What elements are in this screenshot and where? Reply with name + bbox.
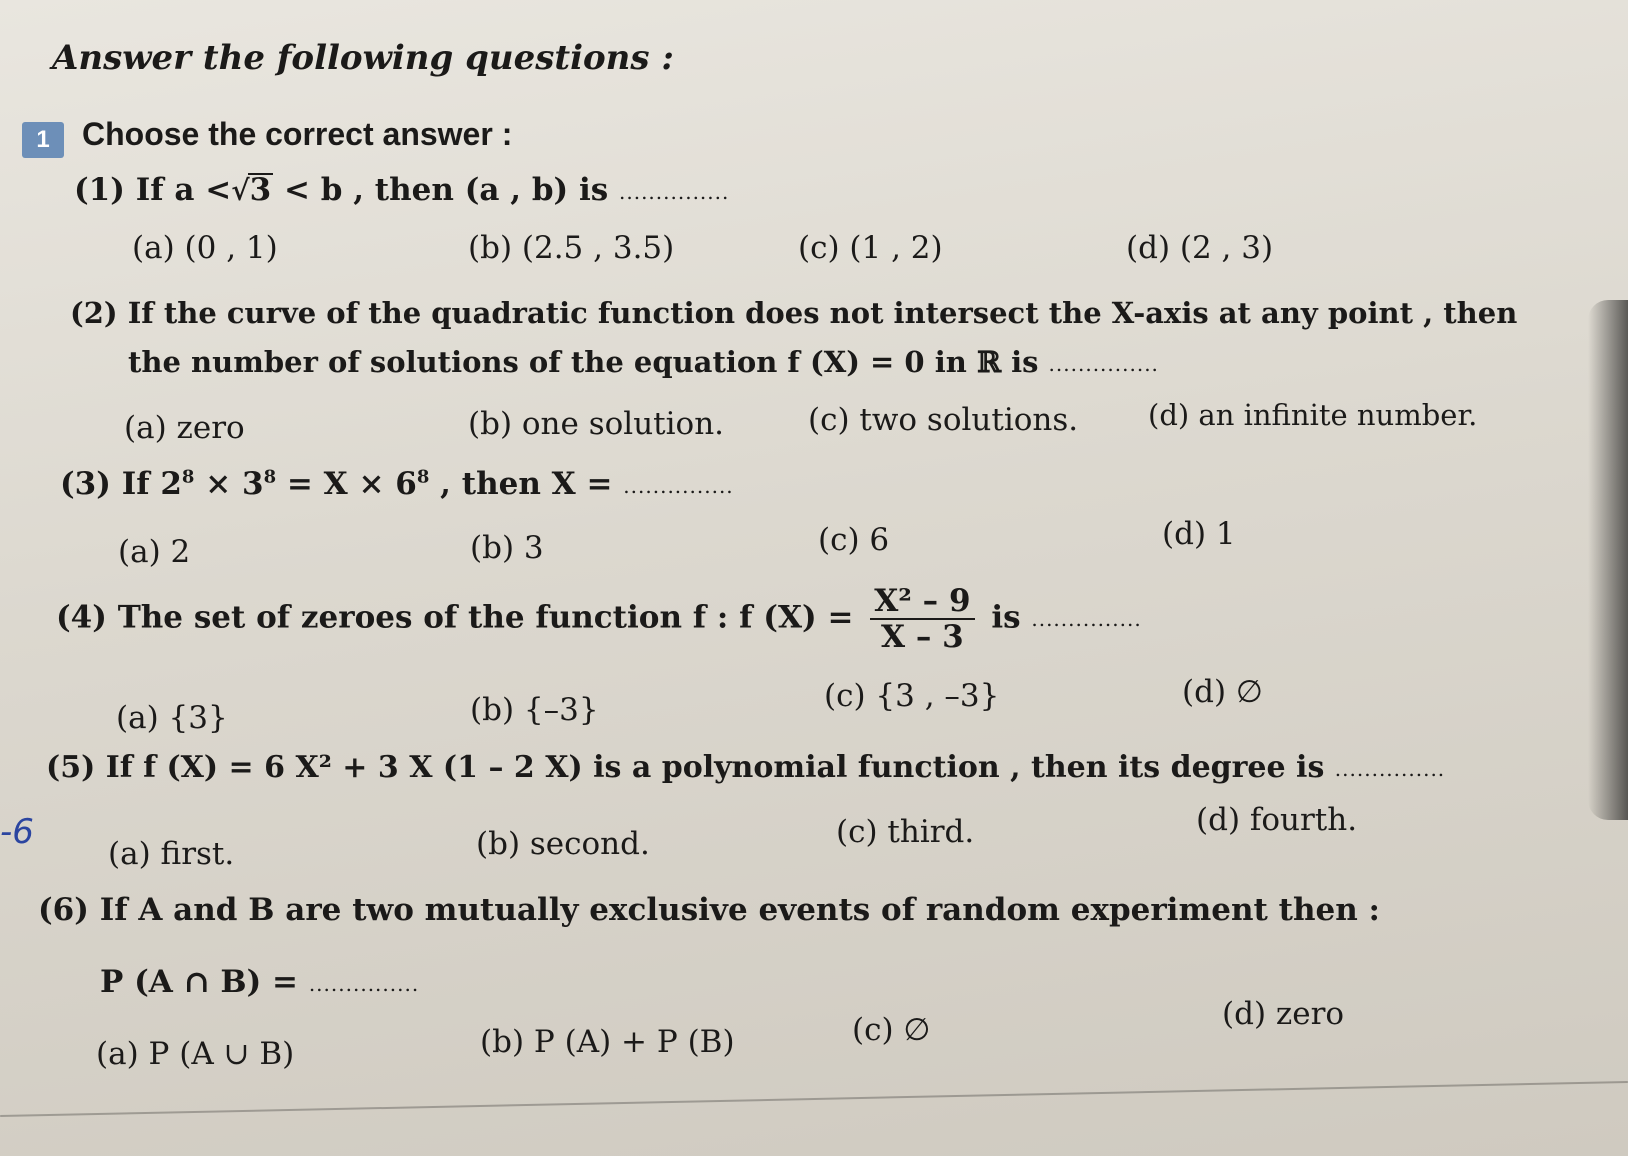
question-5-option-d: (d) fourth. [1196, 802, 1358, 838]
section-title: Choose the correct answer : [82, 116, 513, 152]
question-3-stem: (3) If $2^8 \times 3^8 = X \times 6^8$ , then X = ............... [60, 466, 734, 502]
question-1-option-c: (c) (1 , 2) [798, 230, 943, 266]
page-heading: Answer the following questions : [52, 38, 674, 78]
question-2-option-d: (d) an infinite number. [1148, 398, 1478, 432]
handwritten-note: -6 [0, 812, 34, 852]
question-5-option-a: (a) first. [108, 836, 235, 872]
question-3-option-a: (a) 2 [118, 534, 191, 570]
question-6-option-b: (b) P (A) + P (B) [480, 1024, 735, 1060]
question-4-option-a: (a) {3} [116, 700, 228, 736]
question-1-stem: (1) If a <√3 < b , then (a , b) is ............... [74, 172, 730, 208]
question-4-option-b: (b) {–3} [470, 692, 599, 728]
question-6-option-c: (c) ∅ [852, 1012, 931, 1048]
page-shadow [1588, 300, 1628, 820]
question-2-option-c: (c) two solutions. [808, 402, 1079, 438]
question-6-option-d: (d) zero [1222, 996, 1345, 1032]
section-number-badge: 1 [22, 122, 64, 158]
question-2-option-b: (b) one solution. [468, 406, 725, 442]
question-1-option-a: (a) (0 , 1) [132, 230, 278, 266]
question-4-fraction: $\frac{\text{X² – 9}}{X - 3}$ [870, 584, 974, 654]
page-fold-line [0, 1081, 1628, 1117]
question-5-stem: (5) If f (X) = 6 X² + 3 X (1 – 2 X) is a polynomial function , then its degree is ............... [46, 750, 1446, 785]
question-1-option-d: (d) (2 , 3) [1126, 230, 1274, 266]
question-1-option-b: (b) (2.5 , 3.5) [468, 230, 675, 266]
question-4-option-d: (d) ∅ [1182, 674, 1263, 710]
question-6-stem-line1: (6) If A and B are two mutually exclusive events of random experiment then : [38, 892, 1380, 928]
question-3-option-c: (c) 6 [818, 522, 890, 558]
question-3-option-b: (b) 3 [470, 530, 544, 566]
question-3-option-d: (d) 1 [1162, 516, 1236, 552]
question-4-option-c: (c) {3 , –3} [824, 678, 1000, 714]
question-2-stem-line2: the number of solutions of the equation f (X) = 0 in ℝ is ............... [128, 345, 1159, 379]
question-2-stem-line1: (2) If the curve of the quadratic function does not intersect the X-axis at any point , then [70, 296, 1518, 330]
question-6-option-a: (a) P (A ∪ B) [96, 1036, 295, 1072]
question-5-option-b: (b) second. [476, 826, 650, 862]
question-2-option-a: (a) zero [124, 410, 245, 446]
question-5-option-c: (c) third. [836, 814, 975, 850]
question-6-stem-line2: P (A ∩ B) = ............... [100, 964, 420, 1000]
question-4-stem: (4) The set of zeroes of the function f : f (X) = $\frac{\text{X² – 9}}{X - 3}$ is ............... [56, 583, 1142, 656]
